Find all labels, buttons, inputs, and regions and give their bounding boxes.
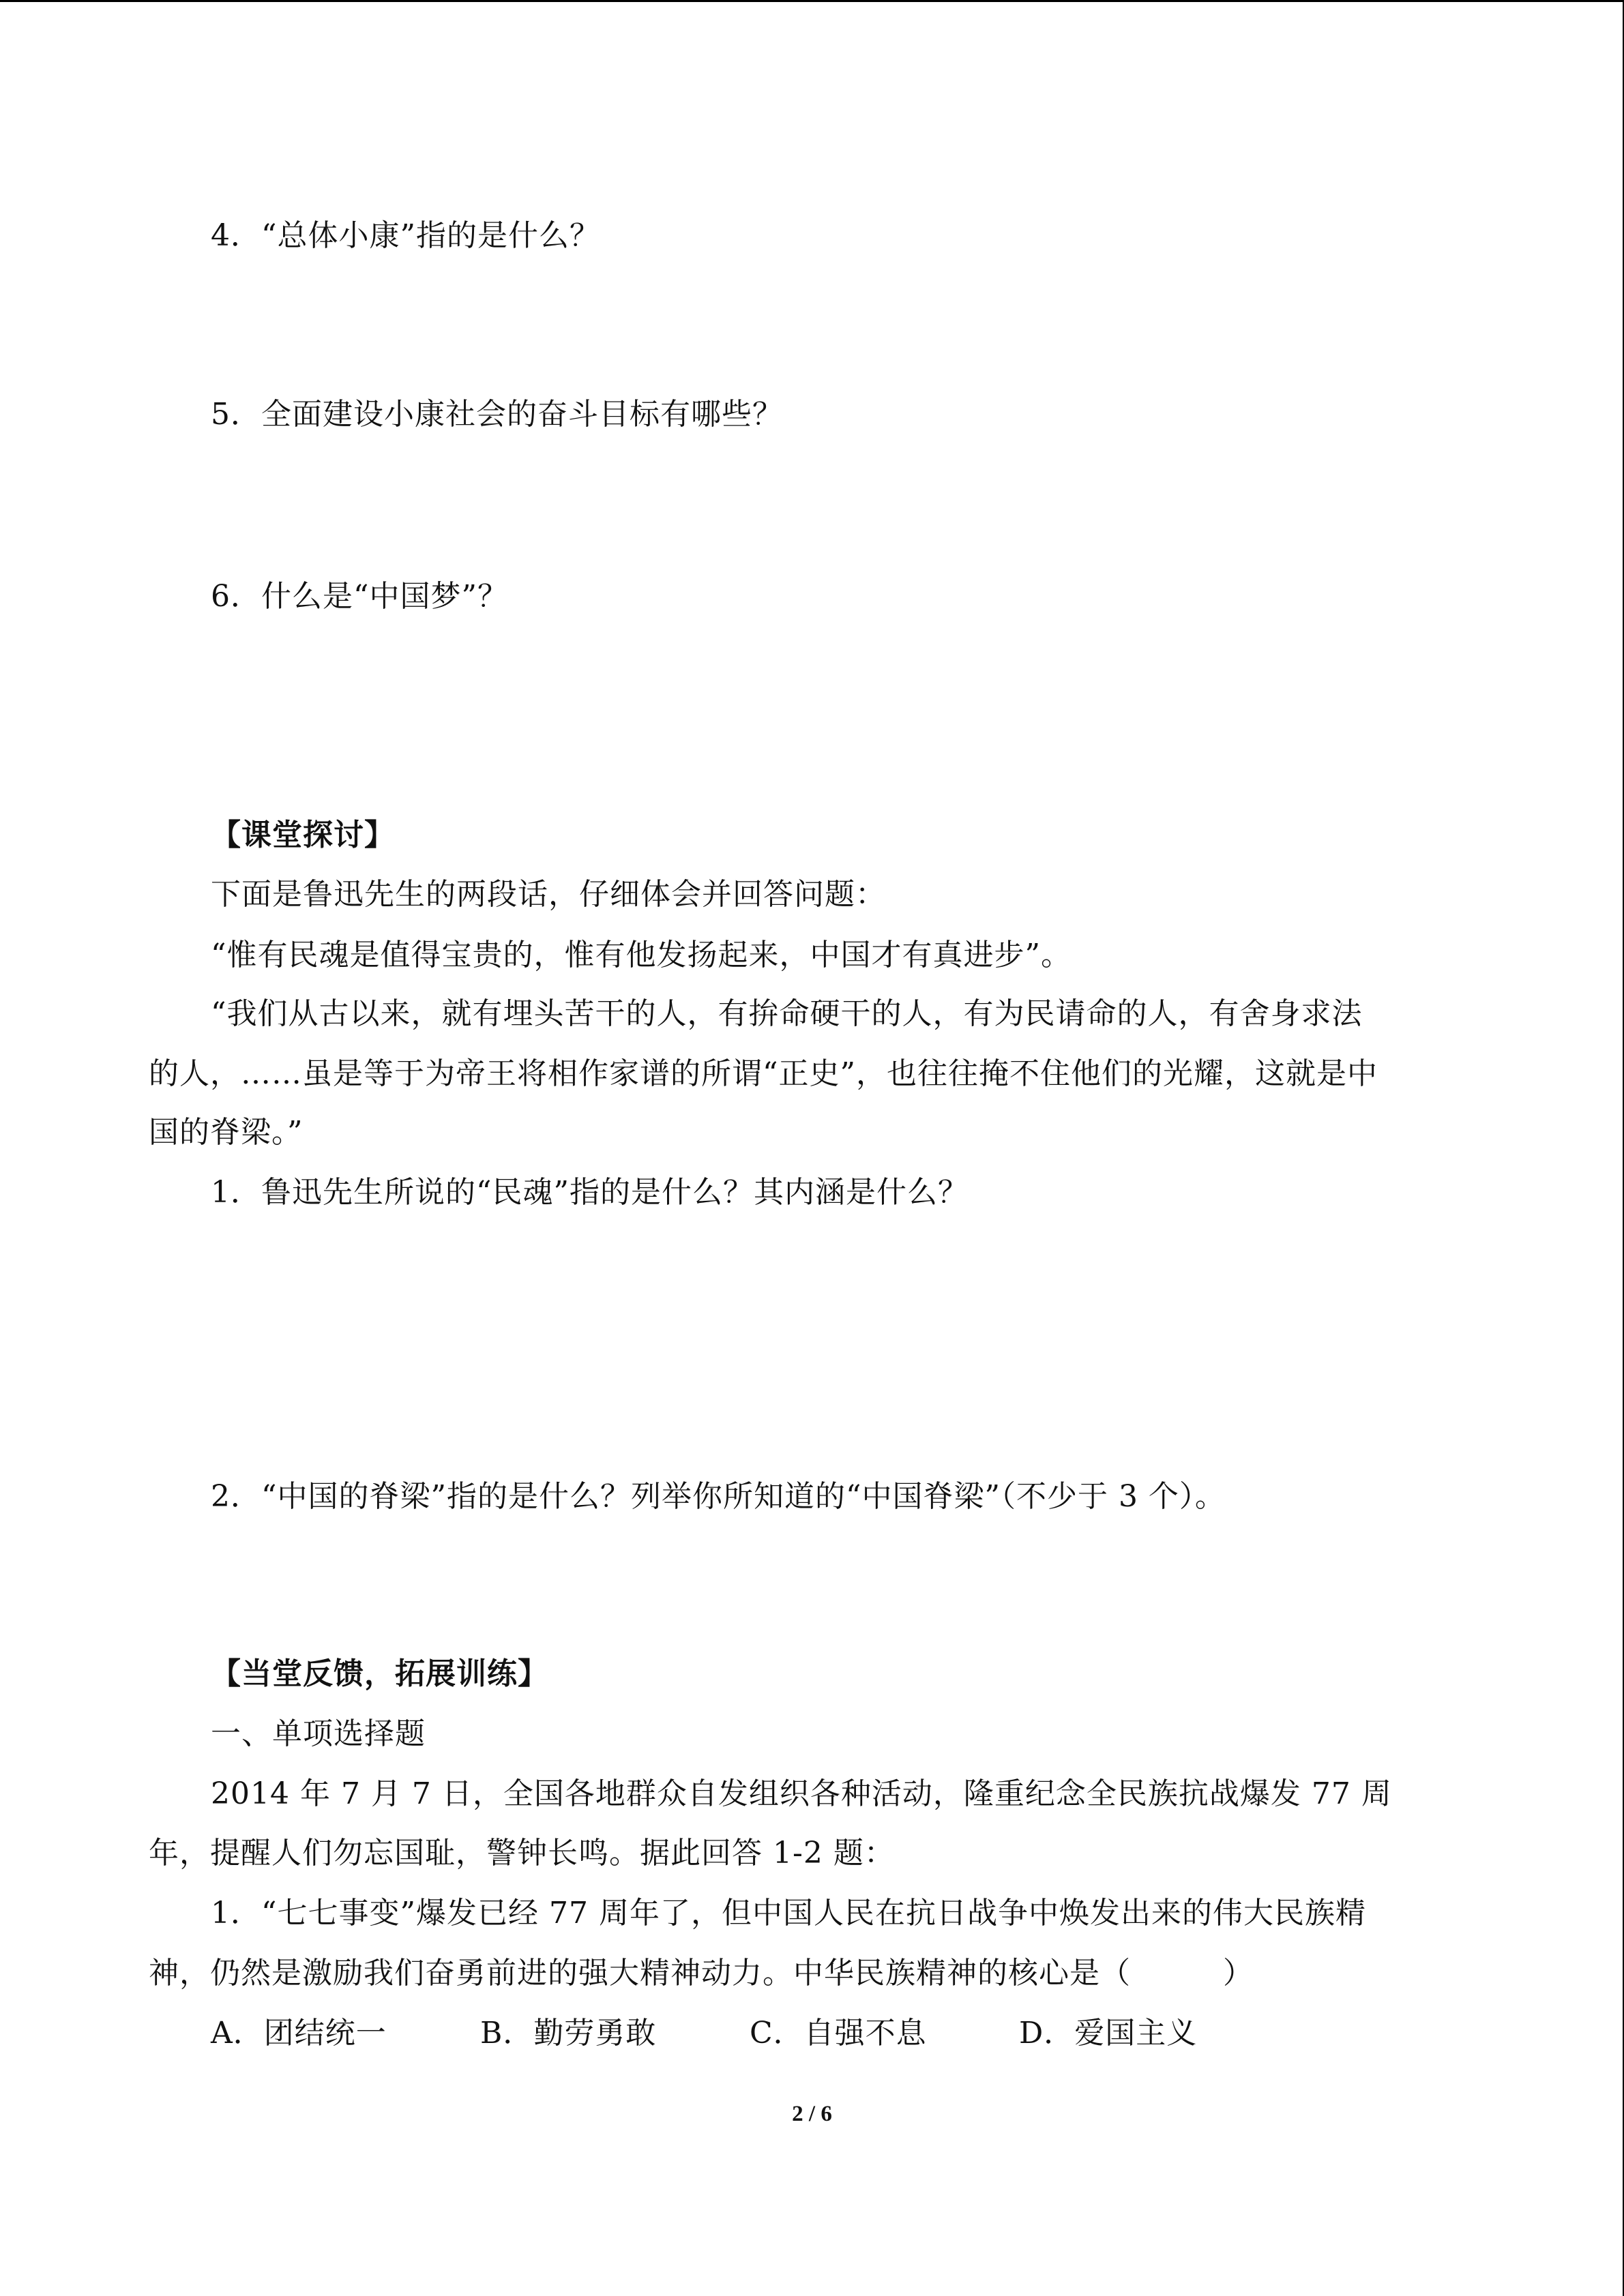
discussion-question-1: 1．鲁迅先生所说的“民魂”指的是什么？其内涵是什么？ (211, 1175, 969, 1210)
option-a[interactable]: A．团结统一 (211, 2016, 387, 2051)
lu-xun-quote-1: “惟有民魂是值得宝贵的，惟有他发扬起来，中国才有真进步”。 (211, 938, 1072, 972)
page-top-border (0, 0, 1624, 2)
discussion-intro: 下面是鲁迅先生的两段话，仔细体会并回答问题： (211, 877, 886, 912)
lu-xun-quote-2-line-1: “我们从古以来，就有埋头苦干的人，有拚命硬干的人，有为民请命的人，有舍身求法 (211, 996, 1363, 1031)
option-b[interactable]: B．勤劳勇敢 (480, 2016, 657, 2051)
option-d[interactable]: D．爱国主义 (1019, 2016, 1198, 2051)
option-c[interactable]: C．自强不息 (750, 2016, 927, 2051)
question-4: 4．“总体小康”指的是什么？ (211, 218, 600, 253)
lu-xun-quote-2-line-2: 的人，……虽是等于为帝王将相作家谱的所谓“正史”，也往往掩不住他们的光耀，这就是中 (149, 1056, 1378, 1091)
discussion-heading: 【课堂探讨】 (211, 818, 395, 852)
feedback-heading: 【当堂反馈，拓展训练】 (211, 1656, 548, 1691)
question-5: 5．全面建设小康社会的奋斗目标有哪些？ (211, 397, 783, 432)
page-number: 2 / 6 (792, 2102, 832, 2126)
question-6: 6．什么是“中国梦”？ (211, 579, 508, 614)
context-line-1: 2014 年 7 月 7 日，全国各地群众自发组织各种活动，隆重纪念全民族抗战爆发 77 周 (211, 1776, 1392, 1811)
context-line-2: 年，提醒人们勿忘国耻，警钟长鸣。据此回答 1-2 题： (149, 1836, 895, 1870)
choice-question-1-line-1: 1．“七七事变”爆发已经 77 周年了，但中国人民在抗日战争中焕发出来的伟大民族精 (211, 1896, 1366, 1930)
discussion-question-2: 2．“中国的脊梁”指的是什么？列举你所知道的“中国脊梁”（不少于 3 个）。 (211, 1479, 1226, 1514)
section-title-single-choice: 一、单项选择题 (211, 1716, 426, 1751)
answer-options (211, 2014, 1197, 2053)
lu-xun-quote-2-line-3: 国的脊梁。” (149, 1115, 304, 1150)
choice-question-1-line-2: 神，仍然是激励我们奋勇前进的强大精神动力。中华民族精神的核心是（ ） (149, 1956, 1254, 1991)
